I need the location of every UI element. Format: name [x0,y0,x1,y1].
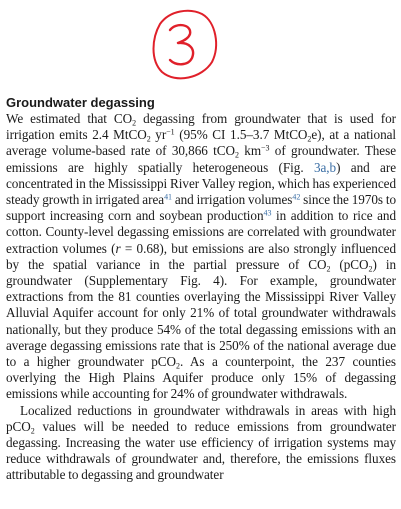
annotation-digit-label: 3 [132,4,133,5]
citation-link[interactable]: 42 [292,192,301,202]
subscript: 2 [307,134,312,144]
text-run: (pCO [330,256,369,272]
subscript: 2 [326,264,331,274]
figure-reference-link[interactable]: 3a,b [313,159,337,175]
paragraph-2 [6,403,396,484]
annotation-digit [170,25,193,64]
subscript: 2 [234,150,239,160]
subscript: 2 [30,426,35,436]
italic-symbol: r [115,240,121,256]
text-run: of groundwater. These emissions are highly spatially heterogeneous (Fig. [6,143,396,175]
text-run: values will be needed to reduce emissions from groundwater degassing. Increasing the water use efficiency of irrigation systems may reduce withdrawals of groundwater and, therefore, the emissions fluxes attributable to degassing and groundwater [6,418,396,483]
section-heading: Groundwater degassing [6,95,155,110]
text-run: since the 1970s to support increasing corn and soybean production [6,192,396,224]
citation-link[interactable]: 43 [263,208,272,218]
text-run: degassing from groundwater that is used for irrigation emits 2.4 MtCO [6,111,396,143]
text-run: ) in groundwater (Supplementary Fig. 4). For example, groundwater extractions from the 81 counties overlaying the Mississippi River Valley Alluvial Aquifer account for only 21% of total groundwater withdrawals nationally, but they produce 54% of the total degassing emissions with an average degassing emissions rate that is 250% of the national average due to a higher groundwater pCO [6,256,396,370]
subscript: 2 [176,361,180,371]
text-run: Localized reductions in groundwater withdrawals in areas with high pCO [6,402,396,434]
superscript: −3 [261,144,270,154]
citation-link[interactable]: 41 [164,192,172,202]
text-run: We estimated that CO [6,111,133,126]
text-run: yr [150,127,167,143]
subscript: 2 [368,264,373,274]
text-run: ) and are concentrated in the Mississippi River Valley region, which has experienced steady growth in irrigated area [6,159,397,208]
subscript: 2 [132,118,137,128]
article-body [6,94,396,484]
text-run: . As a counterpoint, the 237 counties overlying the High Plains Aquifer produce only 15% of degassing emissions while accounting for 24% of groundwater withdrawals. [6,354,396,402]
text-run: in addition to rice and cotton. County-level degassing emissions are correlated with groundwater extraction volumes ( [6,208,396,256]
text-run: and irrigation volumes [171,192,293,208]
superscript: −1 [166,127,175,137]
paragraph-1 [6,111,396,403]
text-run: e), at a national average volume-based rate of 30,866 tCO [6,127,397,159]
subscript: 2 [146,134,151,144]
text-run: = 0.68), but emissions are also strongly influenced by the spatial variance in the partial pressure of CO [6,240,396,272]
text-run: km [238,143,262,159]
handwritten-number-annotation [132,4,222,84]
text-run: (95% CI 1.5–3.7 MtCO [174,127,308,143]
